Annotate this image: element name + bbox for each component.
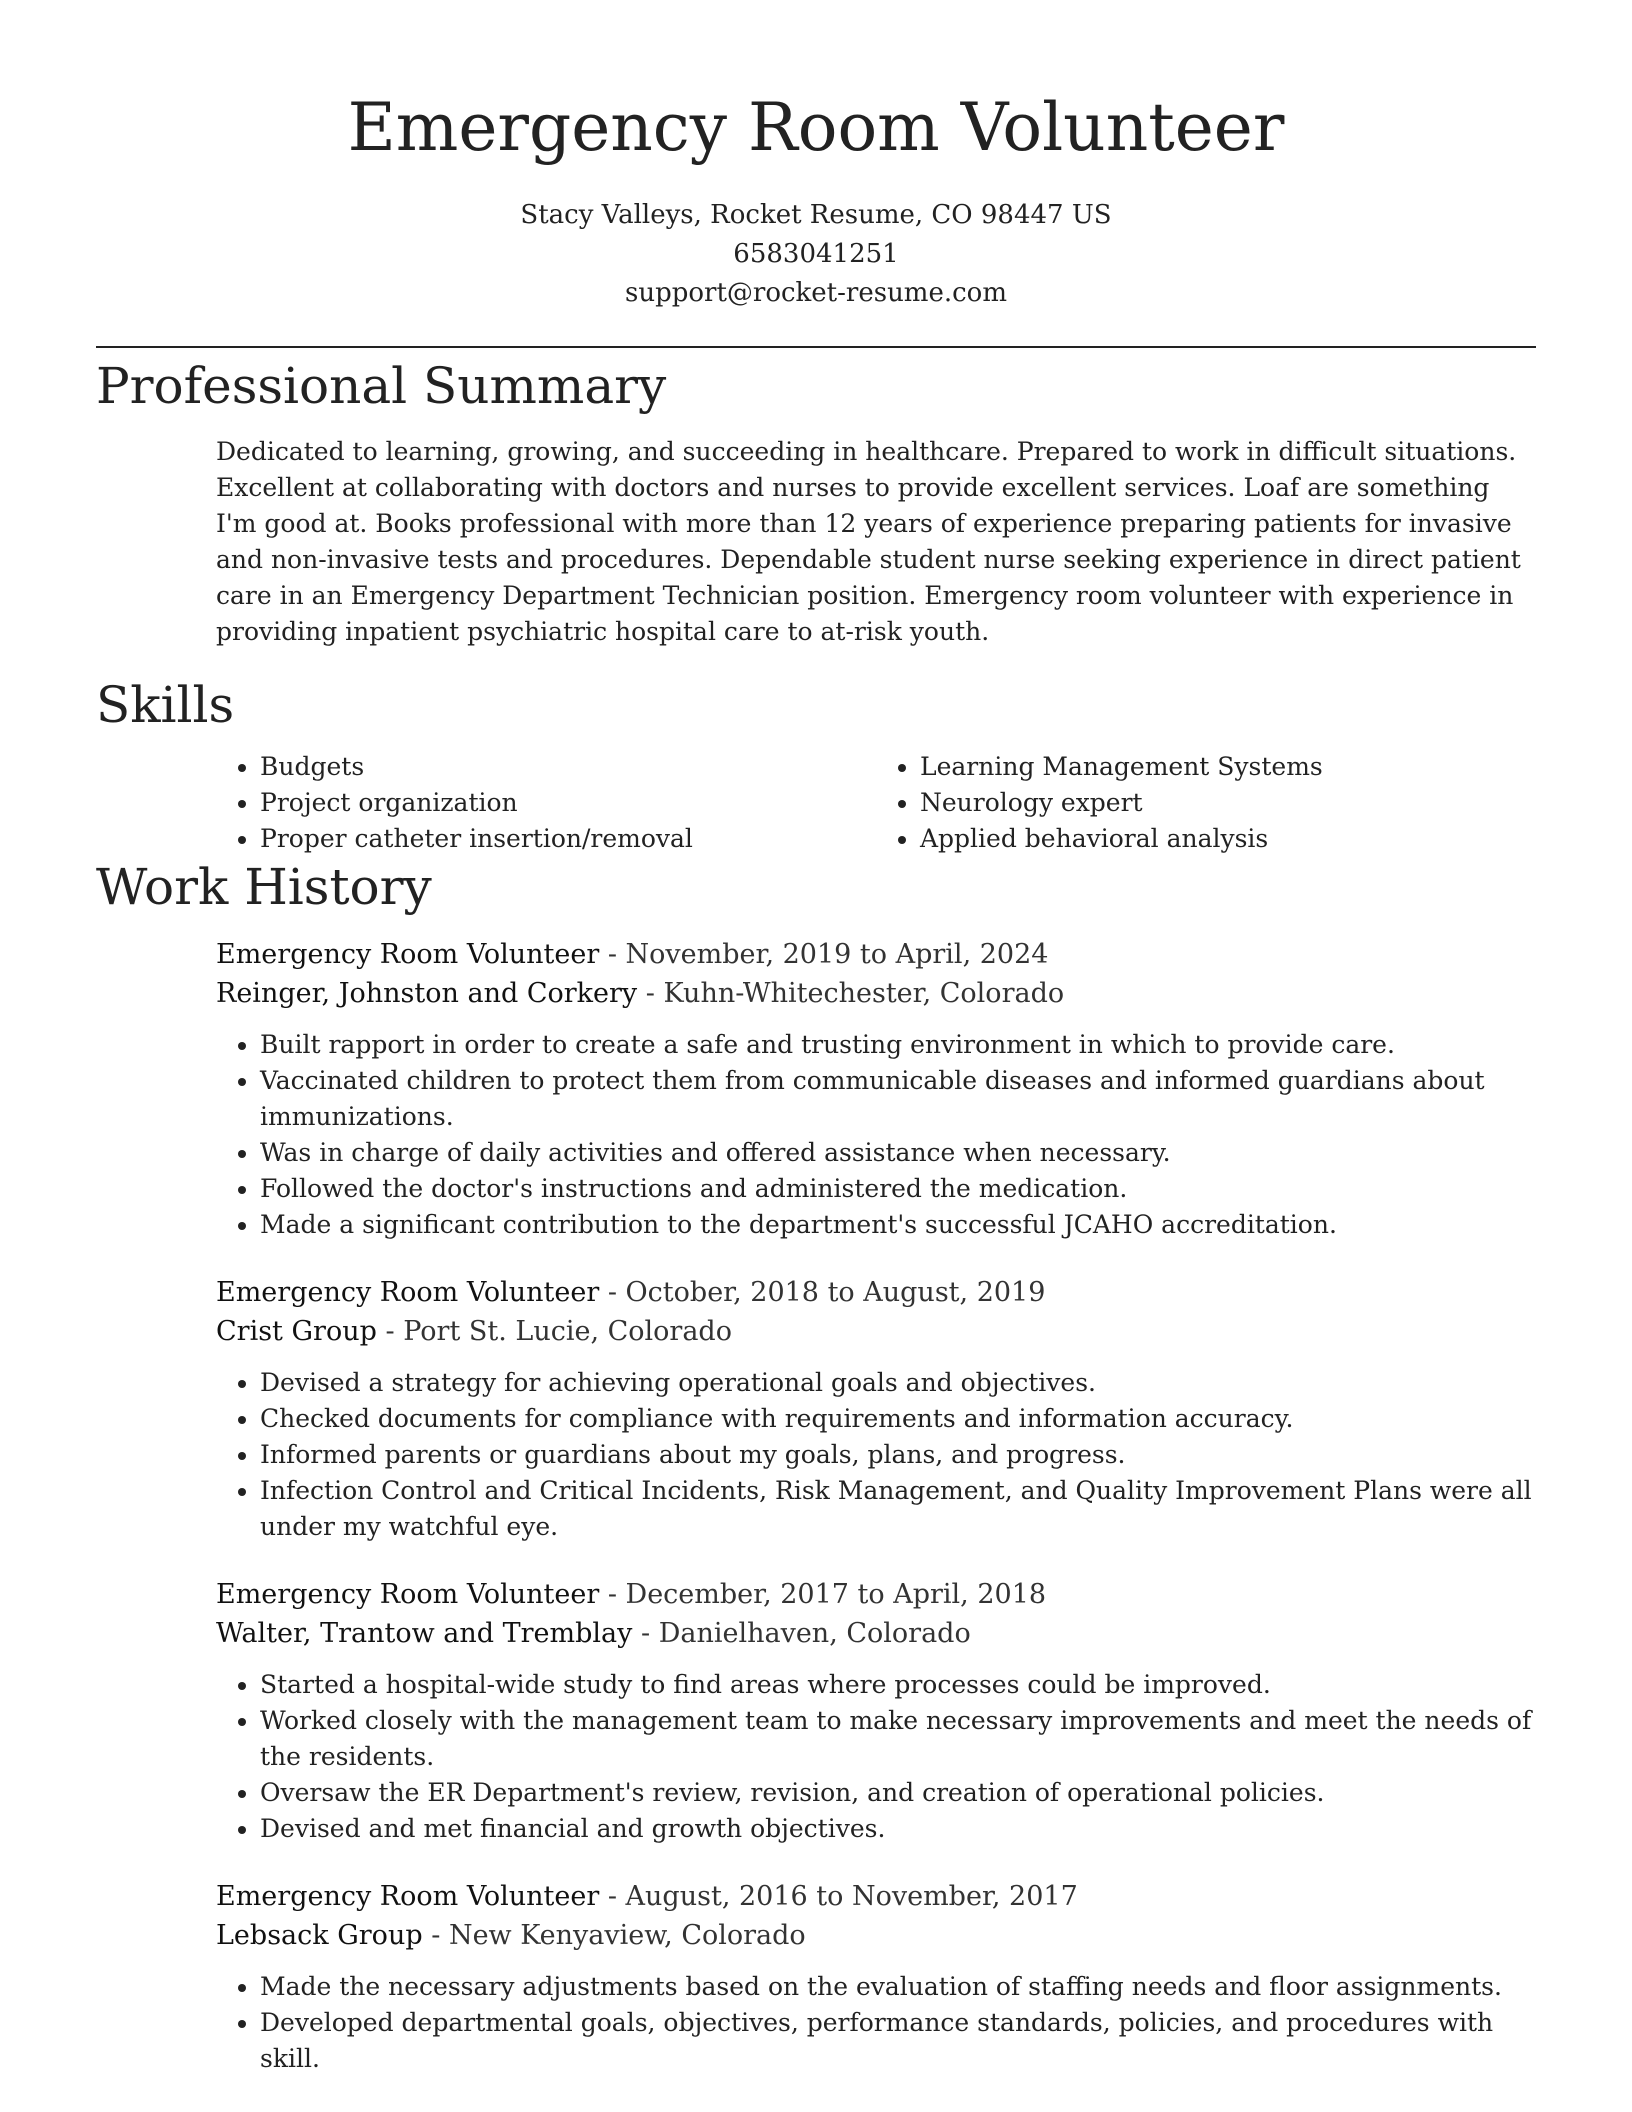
skill-item: • Project organization xyxy=(260,785,876,821)
job-role: Emergency Room Volunteer xyxy=(216,939,600,970)
contact-block xyxy=(96,196,1536,313)
work-history-section xyxy=(96,857,1536,2077)
work-history-heading: Work History xyxy=(96,858,432,916)
job-entry xyxy=(216,935,1536,1243)
job-bullet: • Infection Control and Critical Incidents, Risk Management, and Quality Improvement Plans were all under my watchful eye. xyxy=(260,1473,1536,1545)
job-bullets xyxy=(216,1667,1536,1847)
job-company-line xyxy=(216,1614,1536,1653)
contact-phone: 6583041251 xyxy=(733,239,899,269)
job-company-line xyxy=(216,1312,1536,1351)
job-bullet: • Worked closely with the management team to make necessary improvements and meet the needs of the residents. xyxy=(260,1703,1536,1775)
skills-section xyxy=(96,675,1536,857)
job-company: Walter, Trantow and Tremblay xyxy=(216,1618,633,1649)
job-bullet: • Developed departmental goals, objectives, performance standards, policies, and procedures with skill. xyxy=(260,2005,1536,2077)
job-company: Lebsack Group xyxy=(216,1920,423,1951)
skill-item: • Applied behavioral analysis xyxy=(920,821,1536,857)
job-bullet: • Oversaw the ER Department's review, revision, and creation of operational policies. xyxy=(260,1775,1536,1811)
job-separator: - xyxy=(607,1277,617,1308)
job-dates: December, 2017 to April, 2018 xyxy=(625,1579,1047,1610)
skill-item: • Proper catheter insertion/removal xyxy=(260,821,876,857)
resume-header xyxy=(96,0,1536,313)
skills-list-left xyxy=(216,749,876,857)
header-divider xyxy=(96,346,1536,348)
job-location: New Kenyaview, Colorado xyxy=(448,1920,806,1951)
skills-list-right xyxy=(876,749,1536,857)
job-separator: - xyxy=(607,1579,617,1610)
job-location: Port St. Lucie, Colorado xyxy=(403,1316,732,1347)
job-separator: - xyxy=(640,1618,651,1649)
job-bullet: • Vaccinated children to protect them from communicable diseases and informed guardians about immunizations. xyxy=(260,1063,1536,1135)
job-role: Emergency Room Volunteer xyxy=(216,1579,600,1610)
job-role: Emergency Room Volunteer xyxy=(216,1277,600,1308)
job-bullet: • Informed parents or guardians about my goals, plans, and progress. xyxy=(260,1437,1536,1473)
job-bullet: • Built rapport in order to create a safe and trusting environment in which to provide care. xyxy=(260,1027,1536,1063)
job-separator: - xyxy=(431,1920,441,1951)
skills-heading: Skills xyxy=(96,676,235,734)
contact-email: support@rocket-resume.com xyxy=(624,278,1007,308)
job-company-line xyxy=(216,974,1536,1013)
contact-address: Stacy Valleys, Rocket Resume, CO 98447 US xyxy=(520,200,1112,230)
job-dates: August, 2016 to November, 2017 xyxy=(625,1881,1078,1912)
resume-page xyxy=(96,0,1536,2077)
job-entry xyxy=(216,1273,1536,1545)
job-entry xyxy=(216,1575,1536,1847)
skills-columns xyxy=(216,749,1536,857)
skill-item: • Budgets xyxy=(260,749,876,785)
job-entry xyxy=(216,1877,1536,2077)
job-separator: - xyxy=(385,1316,395,1347)
job-bullet: • Devised and met financial and growth objectives. xyxy=(260,1811,1536,1847)
job-bullet: • Was in charge of daily activities and offered assistance when necessary. xyxy=(260,1135,1536,1171)
job-separator: - xyxy=(645,978,655,1009)
job-bullet: • Checked documents for compliance with requirements and information accuracy. xyxy=(260,1401,1536,1437)
job-title-line xyxy=(216,1575,1536,1614)
job-company: Reinger, Johnston and Corkery xyxy=(216,978,638,1009)
job-dates: October, 2018 to August, 2019 xyxy=(625,1277,1046,1308)
job-title-line xyxy=(216,1273,1536,1312)
job-bullets xyxy=(216,1969,1536,2077)
job-company: Crist Group xyxy=(216,1316,377,1347)
summary-heading: Professional Summary xyxy=(96,357,667,415)
candidate-name: Emergency Room Volunteer xyxy=(347,89,1285,166)
job-bullet: • Started a hospital-wide study to find areas where processes could be improved. xyxy=(260,1667,1536,1703)
job-separator: - xyxy=(607,939,617,970)
job-title-line xyxy=(216,935,1536,974)
job-company-line xyxy=(216,1916,1536,1955)
summary-section xyxy=(96,356,1536,650)
job-bullets xyxy=(216,1365,1536,1545)
job-bullets xyxy=(216,1027,1536,1243)
job-bullet: • Made the necessary adjustments based on the evaluation of staffing needs and floor assignments. xyxy=(260,1969,1536,2005)
job-separator: - xyxy=(607,1881,617,1912)
skill-item: • Neurology expert xyxy=(920,785,1536,821)
job-bullet: • Followed the doctor's instructions and administered the medication. xyxy=(260,1171,1536,1207)
job-title-line xyxy=(216,1877,1536,1916)
summary-paragraph: Dedicated to learning, growing, and succeeding in healthcare. Prepared to work in difficult situations. Excellent at collaborating with doctors and nurses to provide excellent services. Loaf are something I'm good at. Books professional with more than 12 years of experience preparing patients for invasive and non-invasive tests and procedures. Dependable student nurse seeking experience in direct patient care in an Emergency Department Technician position. Emergency room volunteer with experience in providing inpatient psychiatric hospital care to at-risk youth. xyxy=(216,437,1521,646)
job-dates: November, 2019 to April, 2024 xyxy=(625,939,1049,970)
job-location: Danielhaven, Colorado xyxy=(658,1618,971,1649)
job-bullet: • Made a significant contribution to the department's successful JCAHO accreditation. xyxy=(260,1207,1536,1243)
job-location: Kuhn-Whitechester, Colorado xyxy=(663,978,1065,1009)
job-bullet: • Devised a strategy for achieving operational goals and objectives. xyxy=(260,1365,1536,1401)
job-role: Emergency Room Volunteer xyxy=(216,1881,600,1912)
skill-item: • Learning Management Systems xyxy=(920,749,1536,785)
